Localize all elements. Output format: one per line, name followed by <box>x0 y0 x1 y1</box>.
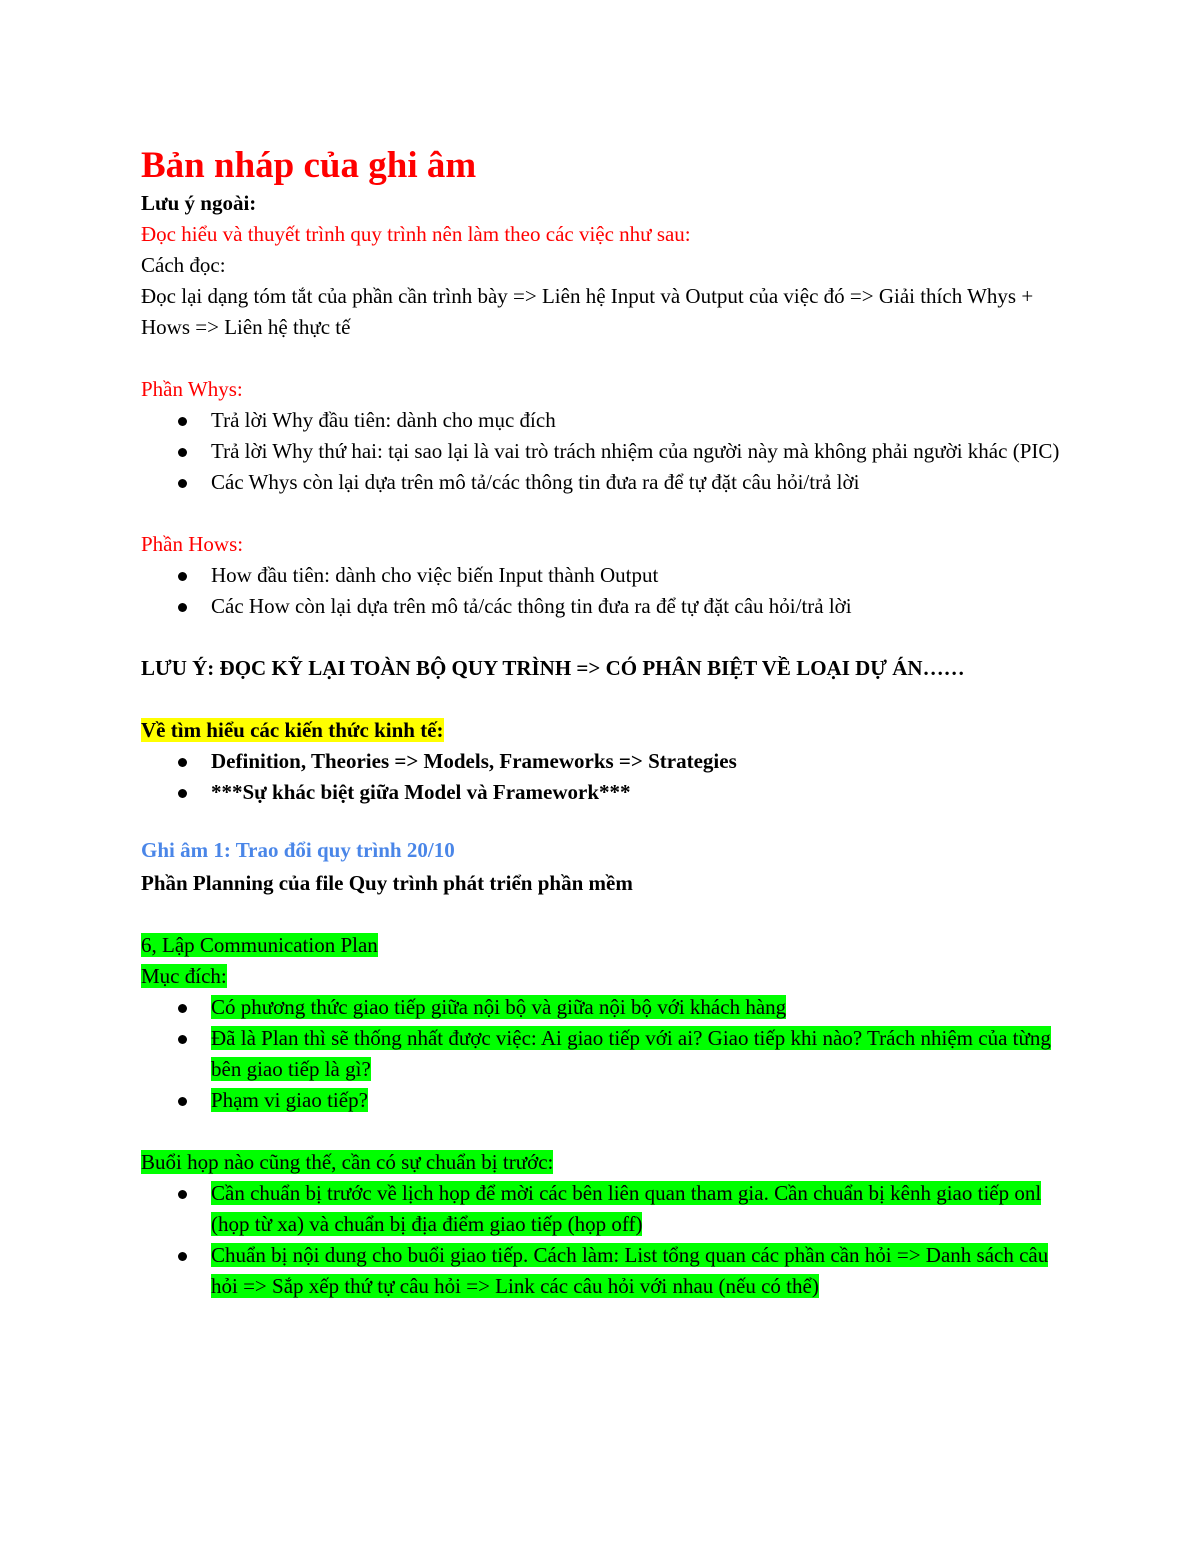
list-item: How đầu tiên: dành cho việc biến Input thành Output <box>211 560 1061 591</box>
list-item: Các How còn lại dựa trên mô tả/các thông tin đưa ra để tự đặt câu hỏi/trả lời <box>211 591 1061 622</box>
list-item: Có phương thức giao tiếp giữa nội bộ và giữa nội bộ với khách hàng <box>211 992 1061 1023</box>
economics-heading: Về tìm hiểu các kiến thức kinh tế: <box>141 718 444 742</box>
hows-heading: Phần Hows: <box>141 532 244 556</box>
bullet-icon <box>178 1190 187 1199</box>
bullet-icon <box>178 417 187 426</box>
list-item: ***Sự khác biệt giữa Model và Framework*** <box>211 777 1061 808</box>
list-item: Cần chuẩn bị trước về lịch họp để mời các bên liên quan tham gia. Cần chuẩn bị kênh giao tiếp onl (họp từ xa) và chuẩn bị địa điểm giao tiếp (họp off) <box>211 1178 1061 1240</box>
intro-text: Đọc hiểu và thuyết trình quy trình nên làm theo các việc như sau: <box>141 222 691 246</box>
document-page <box>141 140 1061 1302</box>
list-item: Trả lời Why thứ hai: tại sao lại là vai trò trách nhiệm của người này mà không phải người khác (PIC) <box>211 436 1061 467</box>
bullet-icon <box>178 1097 187 1106</box>
whys-heading: Phần Whys: <box>141 377 243 401</box>
bullet-icon <box>178 603 187 612</box>
purpose-label: Mục đích: <box>141 964 227 988</box>
bullet-icon <box>178 789 187 798</box>
comm-plan-heading: 6, Lập Communication Plan <box>141 933 378 957</box>
bullet-icon <box>178 572 187 581</box>
bullet-icon <box>178 1004 187 1013</box>
purpose-list <box>141 992 1061 1116</box>
bullet-icon <box>178 448 187 457</box>
recording-subheading: Phần Planning của file Quy trình phát triển phần mềm <box>141 871 633 895</box>
whys-list <box>141 405 1061 498</box>
economics-list <box>141 746 1061 808</box>
warning-text: LƯU Ý: ĐỌC KỸ LẠI TOÀN BỘ QUY TRÌNH => CÓ PHÂN BIỆT VỀ LOẠI DỰ ÁN…… <box>141 656 965 680</box>
hows-list <box>141 560 1061 622</box>
bullet-icon <box>178 1035 187 1044</box>
meeting-label: Buổi họp nào cũng thế, cần có sự chuẩn bị trước: <box>141 1150 554 1174</box>
list-item: Phạm vi giao tiếp? <box>211 1085 1061 1116</box>
how-to-read-label: Cách đọc: <box>141 253 226 277</box>
list-item: Definition, Theories => Models, Frameworks => Strategies <box>211 746 1061 777</box>
bullet-icon <box>178 1252 187 1261</box>
bullet-icon <box>178 479 187 488</box>
recording-heading: Ghi âm 1: Trao đổi quy trình 20/10 <box>141 838 455 862</box>
note-heading: Lưu ý ngoài: <box>141 191 257 215</box>
list-item: Chuẩn bị nội dung cho buổi giao tiếp. Cách làm: List tổng quan các phần cần hỏi => Danh sách câu hỏi => Sắp xếp thứ tự câu hỏi => Link các câu hỏi với nhau (nếu có thể) <box>211 1240 1061 1302</box>
document-title: Bản nháp của ghi âm <box>141 145 477 186</box>
list-item: Các Whys còn lại dựa trên mô tả/các thông tin đưa ra để tự đặt câu hỏi/trả lời <box>211 467 1061 498</box>
bullet-icon <box>178 758 187 767</box>
how-to-read-text: Đọc lại dạng tóm tắt của phần cần trình bày => Liên hệ Input và Output của việc đó => Giải thích Whys + Hows => Liên hệ thực tế <box>141 284 1034 339</box>
meeting-list <box>141 1178 1061 1302</box>
list-item: Trả lời Why đầu tiên: dành cho mục đích <box>211 405 1061 436</box>
list-item: Đã là Plan thì sẽ thống nhất được việc: Ai giao tiếp với ai? Giao tiếp khi nào? Trách nhiệm của từng bên giao tiếp là gì? <box>211 1023 1061 1085</box>
